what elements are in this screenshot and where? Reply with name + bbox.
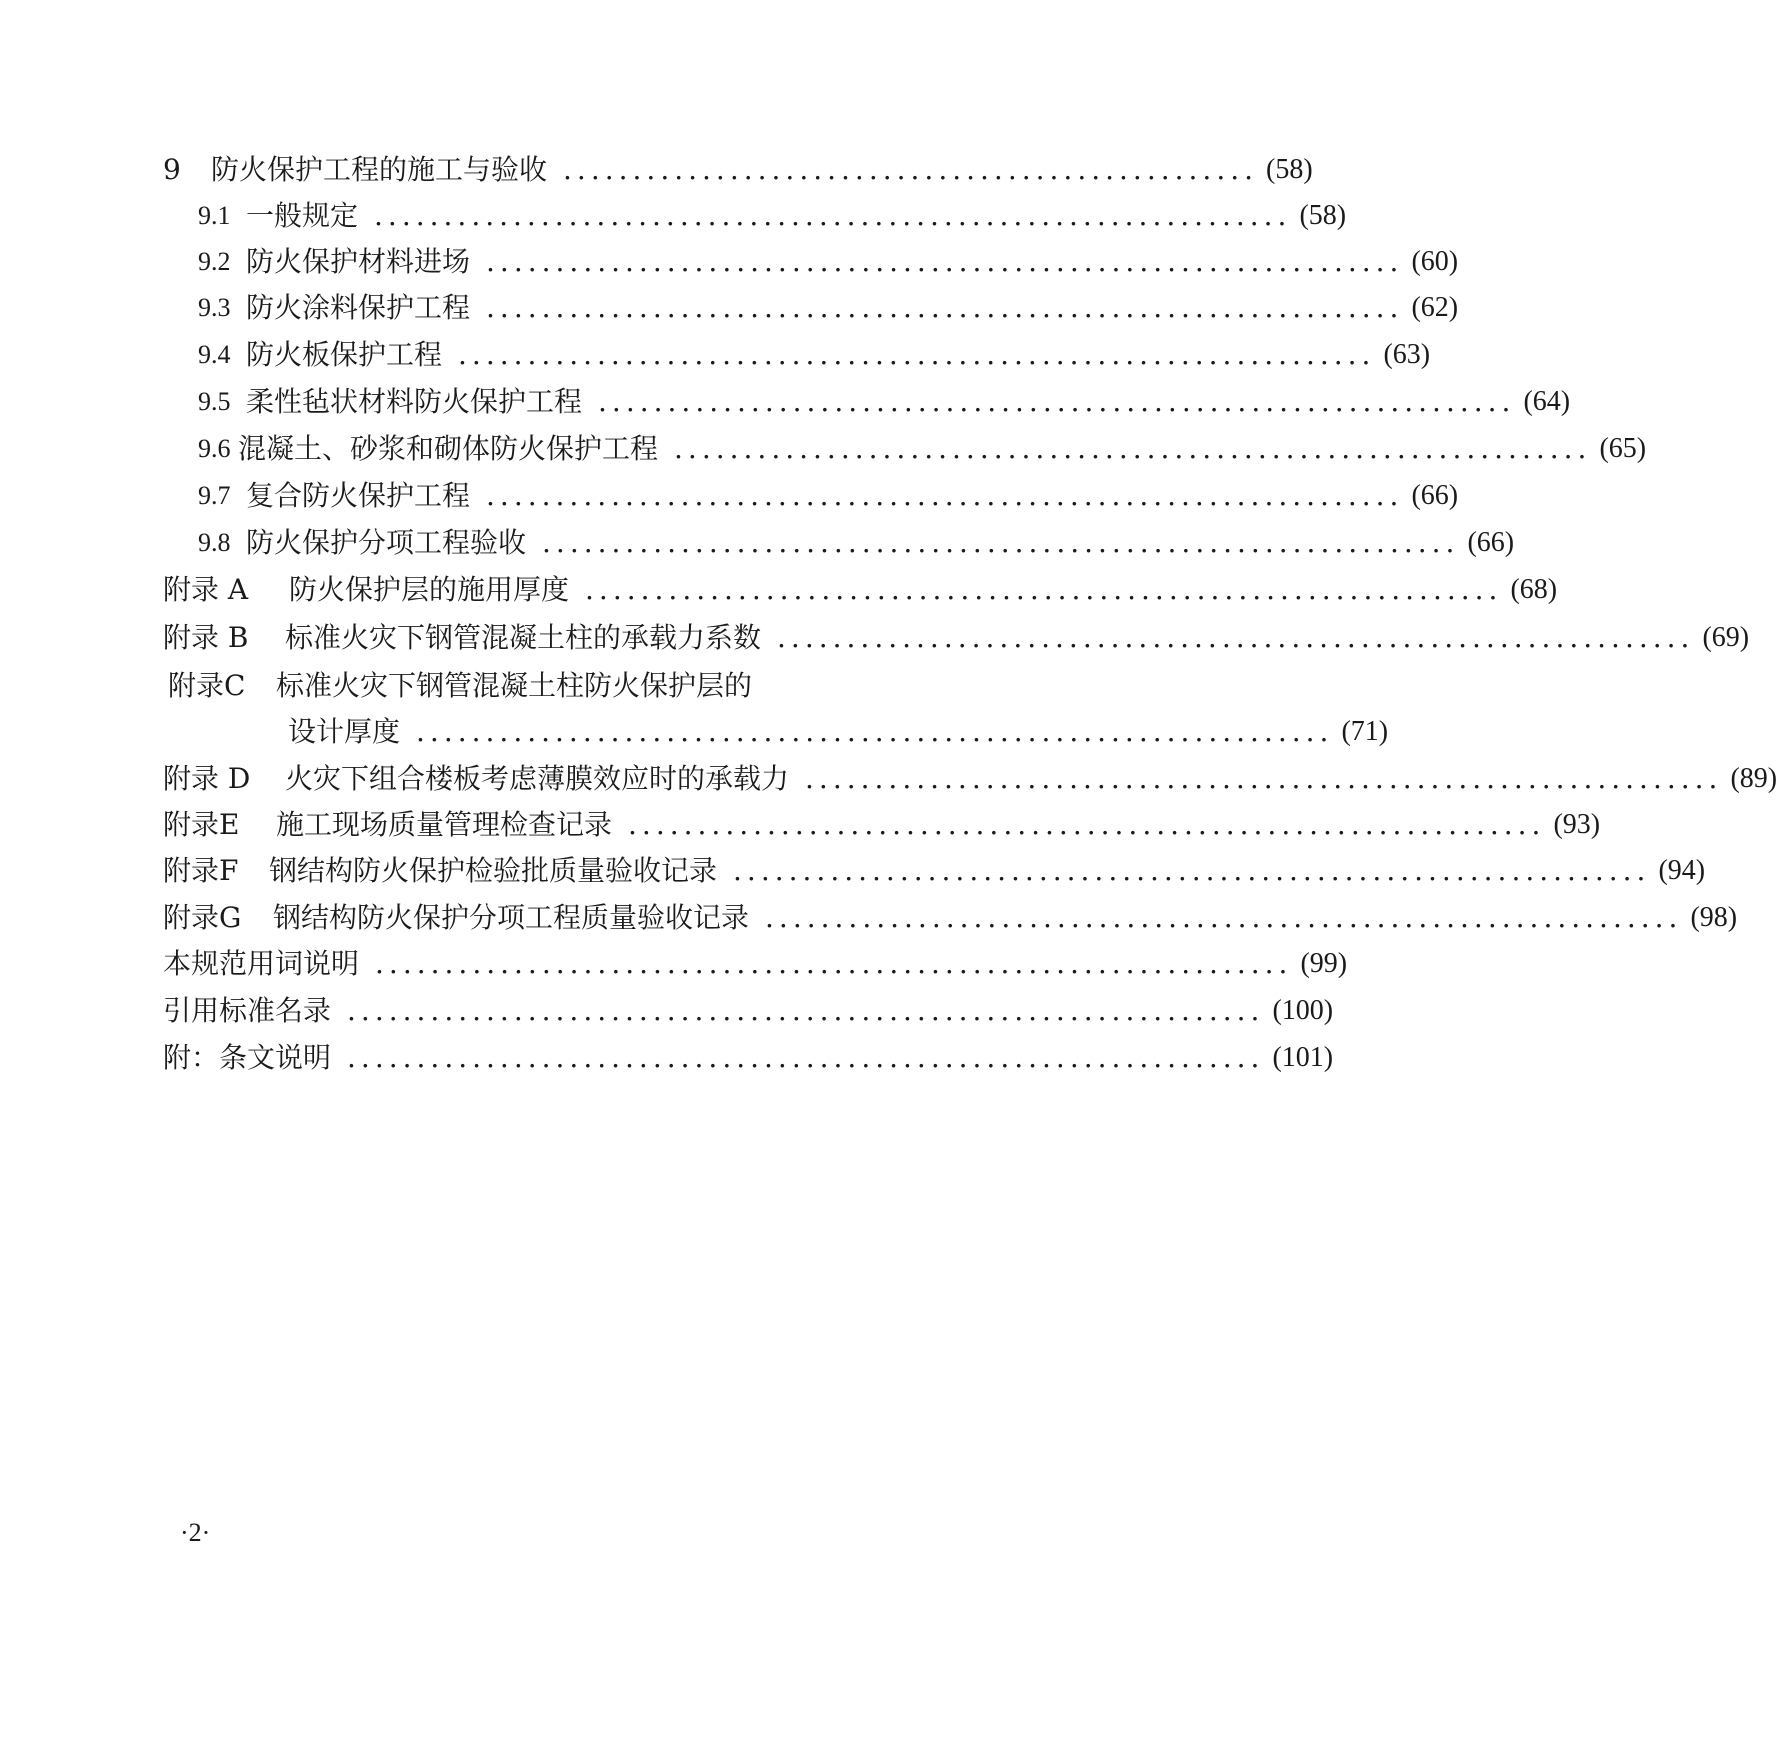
dot-leader: .................................................................. xyxy=(628,808,1546,841)
toc-entry-9-1[interactable] xyxy=(198,194,1347,238)
dot-leader: .................................................................. xyxy=(805,762,1723,795)
toc-entry-title: 防火保护材料进场 xyxy=(246,245,471,278)
toc-entry-number: 附录F xyxy=(163,854,239,887)
toc-entry-title: 钢结构防火保护分项工程质量验收记录 xyxy=(273,901,750,934)
toc-entry-title: 火灾下组合楼板考虑薄膜效应时的承载力 xyxy=(285,762,790,795)
toc-entry-page: (69) xyxy=(1702,622,1750,653)
dot-leader: .................................................................. xyxy=(765,901,1683,934)
toc-entry-title: 一般规定 xyxy=(246,199,359,232)
toc-entry-number: 9.3 xyxy=(198,293,231,322)
toc-entry-title: 标准火灾下钢管混凝土柱的承载力系数 xyxy=(285,621,762,654)
dot-leader: .................................................................. xyxy=(347,994,1265,1027)
dot-leader: .................................................................. xyxy=(416,715,1334,748)
toc-entry-number: 9 xyxy=(163,153,181,186)
toc-entry-title: 防火板保护工程 xyxy=(246,338,443,371)
toc-entry-number: 9.6 xyxy=(198,434,231,463)
toc-entry-number: 附录C xyxy=(168,669,246,702)
toc-entry-appendix-b[interactable] xyxy=(163,616,1750,660)
dot-leader: .................................................................. xyxy=(458,338,1376,371)
toc-entry-number: 附录G xyxy=(163,901,242,934)
toc-entry-title: 施工现场质量管理检查记录 xyxy=(276,808,613,841)
page-number: ·2· xyxy=(180,1518,211,1547)
toc-entry-number: 附录 D xyxy=(163,762,251,795)
dot-leader: .................................................................. xyxy=(585,573,1503,606)
toc-entry-title: 混凝土、砂浆和砌体防火保护工程 xyxy=(238,432,659,465)
toc-entry-page: (100) xyxy=(1272,995,1334,1026)
toc-entry-appendix-g[interactable] xyxy=(163,896,1738,940)
toc-entry-appendix-c-line2[interactable] xyxy=(288,710,1389,754)
toc-entry-page: (65) xyxy=(1599,433,1647,464)
dot-leader: .................................................. xyxy=(563,153,1259,186)
toc-entry-page: (68) xyxy=(1510,574,1558,605)
toc-entry-page: (71) xyxy=(1341,716,1389,747)
toc-entry-page: (101) xyxy=(1272,1042,1334,1073)
toc-entry-9-6[interactable] xyxy=(198,427,1647,471)
toc-entry-page: (60) xyxy=(1411,246,1459,277)
dot-leader: .................................................................. xyxy=(486,245,1404,278)
dot-leader: .................................................................. xyxy=(375,947,1293,980)
toc-entry-number: 9.4 xyxy=(198,340,231,369)
toc-entry-page: (62) xyxy=(1411,292,1459,323)
dot-leader: .................................................................. xyxy=(674,432,1592,465)
toc-entry-page: (66) xyxy=(1411,480,1459,511)
toc-entry-9-7[interactable] xyxy=(198,474,1459,518)
toc-entry-title: 柔性毡状材料防火保护工程 xyxy=(246,385,583,418)
toc-entry-appendix-a[interactable] xyxy=(163,568,1558,612)
toc-entry-number: 9.7 xyxy=(198,481,231,510)
dot-leader: .................................................................. xyxy=(598,385,1516,418)
toc-entry-page: (98) xyxy=(1690,902,1738,933)
toc-entry-terminology[interactable] xyxy=(163,942,1348,986)
toc-entry-title: 防火保护工程的施工与验收 xyxy=(211,153,548,186)
toc-entry-page: (89) xyxy=(1730,763,1777,794)
toc-entry-title: 本规范用词说明 xyxy=(163,947,360,980)
toc-entry-title: 引用标准名录 xyxy=(163,994,332,1027)
toc-entry-number: 附录 A xyxy=(163,573,249,606)
toc-entry-referenced-standards[interactable] xyxy=(163,989,1334,1033)
dot-leader: .................................................................. xyxy=(542,526,1460,559)
toc-entry-number: 9.1 xyxy=(198,201,231,230)
toc-entry-page: (63) xyxy=(1383,339,1431,370)
toc-entry-number: 附录E xyxy=(163,808,240,841)
toc-entry-title: 复合防火保护工程 xyxy=(246,479,471,512)
toc-entry-page: (64) xyxy=(1523,386,1571,417)
toc-entry-appendix-c-line1[interactable] xyxy=(168,664,752,708)
dot-leader: .................................................................. xyxy=(374,199,1292,232)
toc-entry-page: (58) xyxy=(1266,154,1313,185)
toc-entry-appendix-e[interactable] xyxy=(163,803,1601,847)
toc-entry-title: 钢结构防火保护检验批质量验收记录 xyxy=(269,854,718,887)
toc-entry-title: 防火保护层的施用厚度 xyxy=(289,573,570,606)
toc-entry-page: (66) xyxy=(1467,527,1515,558)
toc-entry-number: 9.2 xyxy=(198,247,231,276)
toc-entry-title: 防火涂料保护工程 xyxy=(246,291,471,324)
toc-entry-page: (58) xyxy=(1299,200,1347,231)
toc-entry-9-8[interactable] xyxy=(198,521,1515,565)
toc-entry-page: (93) xyxy=(1553,809,1601,840)
dot-leader: .................................................................. xyxy=(347,1041,1265,1074)
dot-leader: .................................................................. xyxy=(733,854,1651,887)
toc-entry-9-2[interactable] xyxy=(198,240,1459,284)
dot-leader: .................................................................. xyxy=(486,291,1404,324)
toc-entry-page: (94) xyxy=(1658,855,1706,886)
toc-entry-title-continuation: 设计厚度 xyxy=(288,715,401,748)
toc-entry-9-4[interactable] xyxy=(198,333,1431,377)
dot-leader: .................................................................. xyxy=(777,621,1695,654)
toc-entry-appendix-d[interactable] xyxy=(163,757,1777,801)
toc-entry-appendix-f[interactable] xyxy=(163,849,1706,893)
toc-entry-title: 标准火灾下钢管混凝土柱防火保护层的 xyxy=(276,669,753,702)
toc-entry-title: 防火保护分项工程验收 xyxy=(246,526,527,559)
toc-entry-number: 9.5 xyxy=(198,387,231,416)
toc-entry-9-3[interactable] xyxy=(198,286,1459,330)
toc-entry-number: 9.8 xyxy=(198,528,231,557)
toc-entry-9[interactable] xyxy=(163,148,1313,192)
toc-entry-title: 附：条文说明 xyxy=(163,1041,332,1074)
dot-leader: .................................................................. xyxy=(486,479,1404,512)
toc-entry-explanation[interactable] xyxy=(163,1036,1334,1080)
toc-entry-page: (99) xyxy=(1300,948,1348,979)
toc-entry-number: 附录 B xyxy=(163,621,249,654)
toc-entry-9-5[interactable] xyxy=(198,380,1571,424)
